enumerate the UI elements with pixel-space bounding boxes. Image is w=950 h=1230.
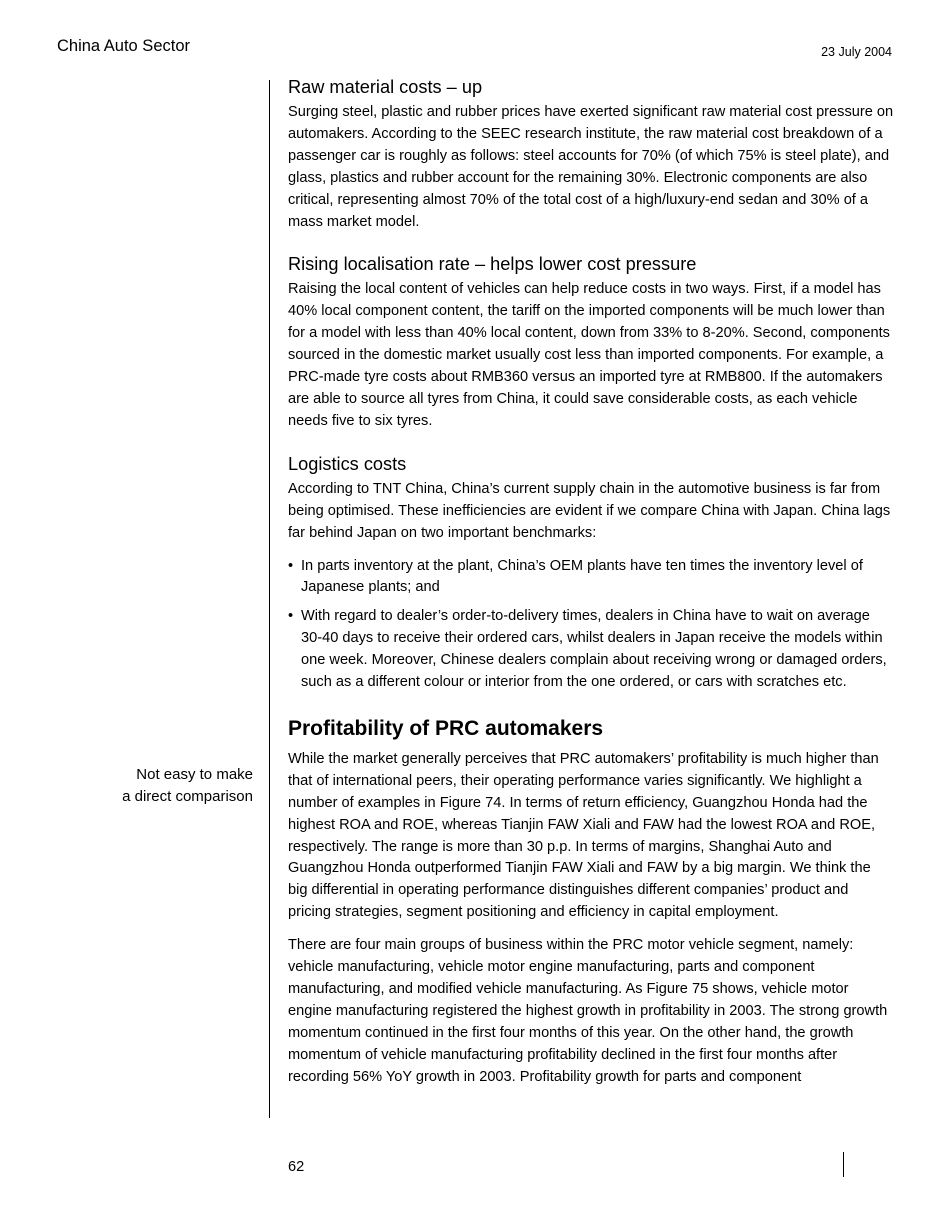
section-heading: Rising localisation rate – helps lower cost pressure bbox=[288, 254, 697, 275]
paragraph: Raising the local content of vehicles can help reduce costs in two ways. First, if a model has 40% local component content, the tariff on the imported components will be much lower than for a model with less than 40% local content, down from 33% to 8-20%. Second, components sourced in the domestic market usually cost less than imported components. For example, a PRC-made tyre costs about RMB360 versus an imported tyre at RMB800. If the automakers are able to source all tyres from China, it could save considerable costs, as each vehicle needs five to six tyres. bbox=[288, 281, 890, 429]
footer-rule bbox=[843, 1152, 844, 1177]
paragraph: According to TNT China, China’s current supply chain in the automotive business is far from being optimised. These inefficiencies are evident if we compare China with Japan. China lags far behind Japan on two important benchmarks: bbox=[288, 480, 891, 541]
list-item-text: In parts inventory at the plant, China’s OEM plants have ten times the inventory level of Japanese plants; and bbox=[301, 557, 863, 596]
section-logistics-costs bbox=[288, 453, 894, 694]
main-content bbox=[288, 76, 894, 1100]
section-raw-material-costs bbox=[288, 76, 894, 233]
bullet-icon: • bbox=[288, 557, 294, 574]
margin-note-line-2: a direct comparison bbox=[122, 788, 253, 805]
paragraph: Surging steel, plastic and rubber prices have exerted significant raw material cost pressure on automakers. According to the SEEC research institute, the raw material cost breakdown of a passenger car is roughly as follows: steel accounts for 70% (of which 75% is steel plate), and glass, plastics and rubber account for the remaining 30%. Electronic components are also critical, representing almost 70% of the total cost of a high/luxury-end sedan and 30% of a mass market model. bbox=[288, 104, 894, 230]
bullet-icon: • bbox=[288, 608, 294, 625]
section-heading: Raw material costs – up bbox=[288, 77, 483, 97]
list-item-text: With regard to dealer’s order-to-delivery times, dealers in China have to wait on average 30-40 days to receive their ordered cars, whilst dealers in Japan receive the models within one week. Moreover, Chinese dealers complain about receiving wrong or damaged orders, such as a different colour or interior from the one ordered, or cars with scratches etc. bbox=[301, 608, 887, 691]
section-localisation-rate bbox=[288, 253, 894, 432]
section-profitability bbox=[288, 716, 894, 1089]
report-title: China Auto Sector bbox=[57, 37, 190, 55]
vertical-rule bbox=[269, 80, 270, 1118]
list-item bbox=[288, 606, 894, 694]
report-date: 23 July 2004 bbox=[821, 45, 892, 59]
bullet-list bbox=[288, 556, 894, 694]
section-heading: Logistics costs bbox=[288, 453, 407, 474]
page-number: 62 bbox=[288, 1159, 305, 1175]
list-item bbox=[288, 556, 894, 600]
paragraph: While the market generally perceives that PRC automakers’ profitability is much higher than that of international peers, their operating performance varies significantly. We highlight a number of examples in Figure 74. In terms of return efficiency, Guangzhou Honda had the highest ROA and ROE, whereas Tianjin FAW Xiali and FAW had the lowest ROA and ROE, respectively. The range is more than 30 p.p. In terms of margins, Shanghai Auto and Guangzhou Honda outperformed Tianjin FAW Xiali and FAW by a big margin. We think the big differential in operating performance distinguishes different companies’ product and pricing strategies, segment positioning and efficiency in capital employment. bbox=[288, 750, 879, 921]
margin-note bbox=[60, 764, 253, 808]
paragraph: There are four main groups of business within the PRC motor vehicle segment, namely: vehicle manufacturing, vehicle motor engine manufacturing, parts and component manufacturing, and modified vehicle manufacturing. As Figure 75 shows, vehicle motor engine manufacturing registered the highest growth in profitability in 2003. The strong growth momentum continued in the first four months of this year. On the other hand, the growth momentum of vehicle manufacturing profitability declined in the first four months after recording 56% YoY growth in 2003. Profitability growth for parts and component bbox=[288, 937, 888, 1085]
margin-note-line-1: Not easy to make bbox=[136, 766, 253, 783]
section-title: Profitability of PRC automakers bbox=[288, 716, 604, 740]
